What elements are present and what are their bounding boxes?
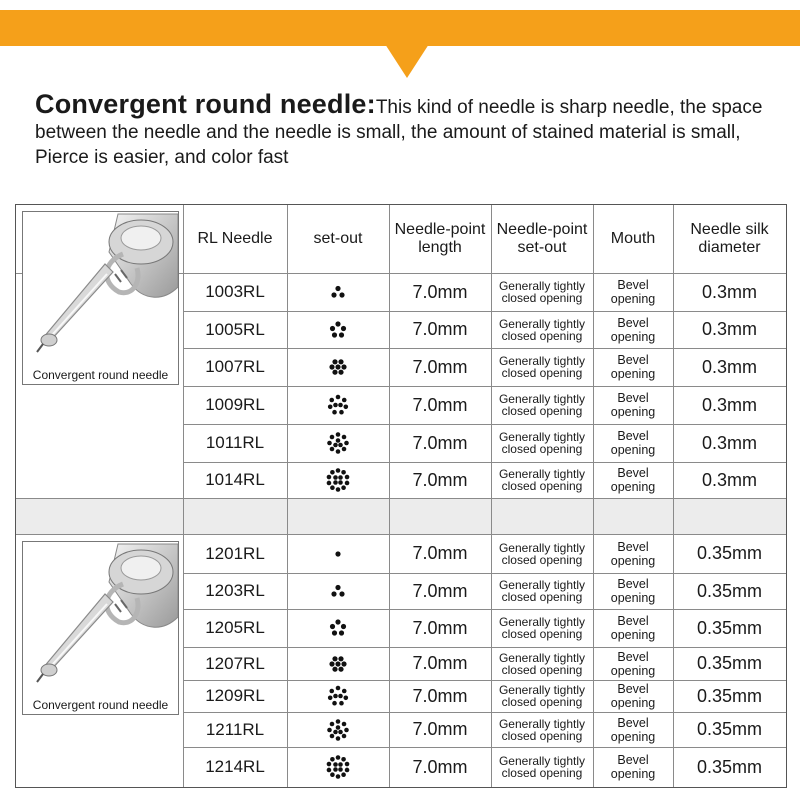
- needle-point-set-out: Generally tightly closed opening: [498, 716, 586, 743]
- needle-dots-pattern-icon: [325, 279, 351, 305]
- set-out-cell: [288, 610, 388, 646]
- needle-dots-pattern-icon: [325, 430, 351, 456]
- needle-dots-pattern-icon: [325, 754, 351, 780]
- needle-dot: [327, 727, 332, 732]
- needle-point-length: 7.0mm: [412, 685, 468, 706]
- needle-dot: [330, 757, 335, 762]
- needle-point-length: 7.0mm: [412, 432, 468, 453]
- needle-dot: [331, 292, 336, 297]
- needle-dot: [330, 470, 335, 475]
- needle-dot: [341, 325, 346, 330]
- needle-dot: [332, 332, 337, 337]
- needle-code: 1214RL: [205, 757, 265, 776]
- needle-dot: [341, 772, 346, 777]
- needle-code: 1205RL: [205, 618, 265, 637]
- row-divider: [16, 498, 786, 499]
- needle-dot: [332, 701, 337, 706]
- needle-code: 1003RL: [205, 282, 265, 301]
- needle-dot: [341, 661, 346, 666]
- header-needle-point-set-out: Needle-point set-out: [496, 221, 588, 256]
- needle-silk-diameter: 0.35mm: [696, 543, 763, 563]
- needle-point-length: 7.0mm: [412, 356, 468, 377]
- set-out-cell: [288, 648, 388, 679]
- needle-dot: [338, 359, 343, 364]
- needle-dot: [335, 661, 340, 666]
- needle-dot: [333, 443, 338, 448]
- needle-code: 1209RL: [205, 686, 265, 705]
- needle-dot: [330, 733, 335, 738]
- needle-point-set-out: Generally tightly closed opening: [498, 578, 586, 604]
- needle-silk-diameter: 0.3mm: [701, 469, 757, 490]
- needle-code: 1207RL: [205, 653, 265, 673]
- needle-dot: [339, 410, 344, 415]
- needle-point-set-out: Generally tightly closed opening: [498, 650, 586, 677]
- needle-dot: [332, 410, 337, 415]
- needle-silk-diameter: 0.3mm: [701, 394, 757, 415]
- needle-dot: [330, 721, 335, 726]
- needle-dot: [338, 443, 343, 448]
- needle-dot: [332, 370, 337, 375]
- intro-paragraph: [35, 89, 780, 170]
- needle-silk-diameter: 0.35mm: [696, 653, 763, 673]
- set-out-cell: [288, 387, 388, 423]
- needle-point-set-out: Generally tightly closed opening: [498, 615, 586, 641]
- needle-point-length: 7.0mm: [412, 653, 468, 673]
- needle-dot: [332, 630, 337, 635]
- needle-dots-pattern-icon: [325, 683, 351, 709]
- header-rl-needle: RL Needle: [197, 230, 273, 247]
- needle-dot: [338, 475, 343, 480]
- needle-dot: [330, 772, 335, 777]
- needle-point-length: 7.0mm: [412, 469, 468, 490]
- needle-code: 1011RL: [205, 433, 265, 452]
- needle-dot: [333, 762, 338, 767]
- needle-dot: [338, 666, 343, 671]
- needle-dot: [338, 762, 343, 767]
- needle-dot: [336, 725, 341, 730]
- needle-dots-pattern-icon: [325, 578, 351, 604]
- needle-point-length: 7.0mm: [412, 281, 468, 302]
- needle-dot: [329, 661, 334, 666]
- needle-dot: [342, 435, 347, 440]
- needle-dot: [336, 487, 341, 492]
- needle-dot: [335, 551, 340, 556]
- tattoo-needle-cartridge-icon: [23, 212, 178, 357]
- set-out-cell: [288, 349, 388, 385]
- needle-dot: [330, 624, 335, 629]
- header-set-out: set-out: [313, 230, 363, 247]
- down-arrow-icon: [385, 44, 429, 78]
- needle-image-caption: Convergent round needle: [32, 698, 169, 712]
- needle-dot: [341, 364, 346, 369]
- needle-dot: [333, 480, 338, 485]
- needle-dot: [327, 768, 332, 773]
- needle-point-set-out: Generally tightly closed opening: [498, 392, 586, 418]
- mouth-type: Bevel opening: [610, 753, 656, 781]
- needle-dot: [338, 656, 343, 661]
- needle-dot: [335, 585, 340, 590]
- needle-dot: [339, 292, 344, 297]
- needle-dot: [327, 481, 332, 486]
- orange-header-bar: [0, 10, 800, 46]
- needle-dot: [339, 630, 344, 635]
- needle-dot: [327, 475, 332, 480]
- needle-dot: [341, 624, 346, 629]
- needle-dot: [331, 591, 336, 596]
- needle-dot: [344, 404, 349, 409]
- needle-dot: [345, 481, 350, 486]
- needle-dot: [330, 447, 335, 452]
- needle-dot: [338, 729, 343, 734]
- needle-dot: [345, 762, 350, 767]
- needle-silk-diameter: 0.35mm: [696, 756, 763, 777]
- intro-title: Convergent round needle:: [35, 89, 376, 119]
- needle-image-box: [22, 541, 179, 715]
- needle-dot: [345, 768, 350, 773]
- needle-point-set-out: Generally tightly closed opening: [498, 683, 586, 709]
- needle-dot: [336, 774, 341, 779]
- needle-dot: [338, 403, 343, 408]
- needle-dot: [344, 441, 349, 446]
- needle-dot: [336, 395, 341, 400]
- set-out-cell: [288, 535, 388, 572]
- header-needle-silk-diameter: Needle silk diameter: [690, 221, 769, 256]
- needle-image-caption: Convergent round needle: [32, 368, 169, 382]
- needle-code: 1211RL: [205, 719, 265, 739]
- needle-dot: [328, 695, 333, 700]
- needle-dot: [333, 767, 338, 772]
- needle-point-set-out: Generally tightly closed opening: [498, 540, 586, 567]
- needle-code: 1014RL: [205, 470, 265, 489]
- needle-point-length: 7.0mm: [412, 719, 468, 739]
- needle-silk-diameter: 0.3mm: [701, 281, 757, 302]
- needle-code: 1201RL: [205, 543, 265, 563]
- needle-dot: [341, 470, 346, 475]
- mouth-type: Bevel opening: [610, 539, 656, 568]
- needle-dots-pattern-icon: [325, 317, 351, 343]
- needle-dot: [336, 719, 341, 724]
- mouth-type: Bevel opening: [610, 353, 656, 381]
- needle-dot: [338, 767, 343, 772]
- needle-dot: [336, 468, 341, 473]
- mouth-type: Bevel opening: [610, 429, 656, 457]
- needle-dot: [342, 447, 347, 452]
- needle-dot: [333, 729, 338, 734]
- needle-dot: [339, 591, 344, 596]
- set-out-cell: [288, 312, 388, 347]
- needle-dot: [344, 695, 349, 700]
- needle-silk-diameter: 0.35mm: [696, 617, 763, 638]
- needle-dots-pattern-icon: [325, 354, 351, 380]
- needle-dot: [330, 485, 335, 490]
- set-out-cell: [288, 681, 388, 711]
- needle-dot: [332, 656, 337, 661]
- needle-dot: [330, 325, 335, 330]
- needle-silk-diameter: 0.3mm: [701, 319, 757, 339]
- needle-dot: [328, 404, 333, 409]
- needle-dot: [339, 332, 344, 337]
- set-out-cell: [288, 574, 388, 608]
- mouth-type: Bevel opening: [610, 466, 656, 494]
- needle-point-set-out: Generally tightly closed opening: [498, 430, 586, 456]
- needle-spec-table: [15, 204, 787, 788]
- needle-code: 1005RL: [205, 319, 265, 339]
- needle-point-set-out: Generally tightly closed opening: [498, 354, 586, 380]
- needle-point-length: 7.0mm: [412, 394, 468, 415]
- needle-silk-diameter: 0.35mm: [696, 580, 763, 601]
- needle-dots-pattern-icon: [325, 392, 351, 418]
- set-out-cell: [288, 425, 388, 461]
- needle-point-length: 7.0mm: [412, 319, 468, 339]
- needle-point-length: 7.0mm: [412, 580, 468, 601]
- needle-dot: [338, 480, 343, 485]
- needle-dot: [333, 694, 338, 699]
- set-out-cell: [288, 748, 388, 786]
- needle-dot: [342, 721, 347, 726]
- needle-dot: [329, 398, 334, 403]
- needle-point-length: 7.0mm: [412, 756, 468, 777]
- separator-band: [16, 498, 786, 534]
- needle-point-set-out: Generally tightly closed opening: [498, 467, 586, 493]
- needle-point-set-out: Generally tightly closed opening: [498, 754, 586, 780]
- needle-dot: [336, 438, 341, 443]
- needle-code: 1009RL: [205, 395, 265, 414]
- needle-dot: [341, 757, 346, 762]
- needle-point-set-out: Generally tightly closed opening: [498, 279, 586, 305]
- needle-dot: [330, 435, 335, 440]
- needle-dot: [333, 403, 338, 408]
- needle-point-length: 7.0mm: [412, 617, 468, 638]
- needle-image-box: [22, 211, 179, 385]
- needle-code: 1203RL: [205, 581, 265, 600]
- needle-point-set-out: Generally tightly closed opening: [498, 316, 586, 343]
- needle-dot: [329, 364, 334, 369]
- needle-dot: [336, 449, 341, 454]
- mouth-type: Bevel opening: [610, 278, 656, 306]
- needle-dot: [327, 762, 332, 767]
- needle-dots-pattern-icon: [325, 615, 351, 641]
- mouth-type: Bevel opening: [610, 315, 656, 344]
- needle-dot: [342, 733, 347, 738]
- header-mouth: Mouth: [610, 230, 656, 247]
- needle-dot: [332, 359, 337, 364]
- needle-dot: [345, 475, 350, 480]
- needle-dot: [338, 370, 343, 375]
- needle-dot: [336, 736, 341, 741]
- tattoo-needle-cartridge-icon: [23, 542, 178, 687]
- needle-dot: [342, 689, 347, 694]
- set-out-cell: [288, 463, 388, 497]
- set-out-cell: [288, 713, 388, 746]
- needle-dot: [339, 701, 344, 706]
- needle-dots-pattern-icon: [325, 467, 351, 493]
- needle-dot: [335, 364, 340, 369]
- needle-point-length: 7.0mm: [412, 543, 468, 563]
- needle-dot: [333, 475, 338, 480]
- needle-code: 1007RL: [205, 357, 265, 376]
- mouth-type: Bevel opening: [610, 391, 656, 419]
- needle-dot: [338, 694, 343, 699]
- mouth-type: Bevel opening: [610, 577, 656, 605]
- header-needle-point-length: Needle-point length: [394, 221, 486, 256]
- needle-dots-pattern-icon: [325, 717, 351, 743]
- mouth-type: Bevel opening: [610, 715, 656, 744]
- needle-dot: [336, 432, 341, 437]
- needle-dot: [336, 755, 341, 760]
- needle-dot: [341, 485, 346, 490]
- set-out-cell: [288, 274, 388, 310]
- needle-dot: [335, 321, 340, 326]
- needle-dot: [342, 398, 347, 403]
- mouth-type: Bevel opening: [610, 682, 656, 710]
- needle-dot: [335, 619, 340, 624]
- needle-silk-diameter: 0.35mm: [696, 685, 763, 706]
- needle-dots-pattern-icon: [325, 651, 351, 677]
- needle-dot: [329, 689, 334, 694]
- intro-body: This kind of needle is sharp needle, the space between the needle and the needle is small, the amount of stained material is small, Pierce is easier, and color fast: [35, 97, 763, 168]
- needle-dot: [335, 286, 340, 291]
- needle-dot: [332, 666, 337, 671]
- mouth-type: Bevel opening: [610, 649, 656, 678]
- needle-silk-diameter: 0.3mm: [701, 356, 757, 377]
- needle-dot: [336, 686, 341, 691]
- mouth-type: Bevel opening: [610, 614, 656, 642]
- needle-dots-pattern-icon: [325, 541, 351, 567]
- needle-silk-diameter: 0.35mm: [696, 719, 763, 739]
- needle-silk-diameter: 0.3mm: [701, 432, 757, 453]
- needle-dot: [344, 727, 349, 732]
- needle-dot: [327, 441, 332, 446]
